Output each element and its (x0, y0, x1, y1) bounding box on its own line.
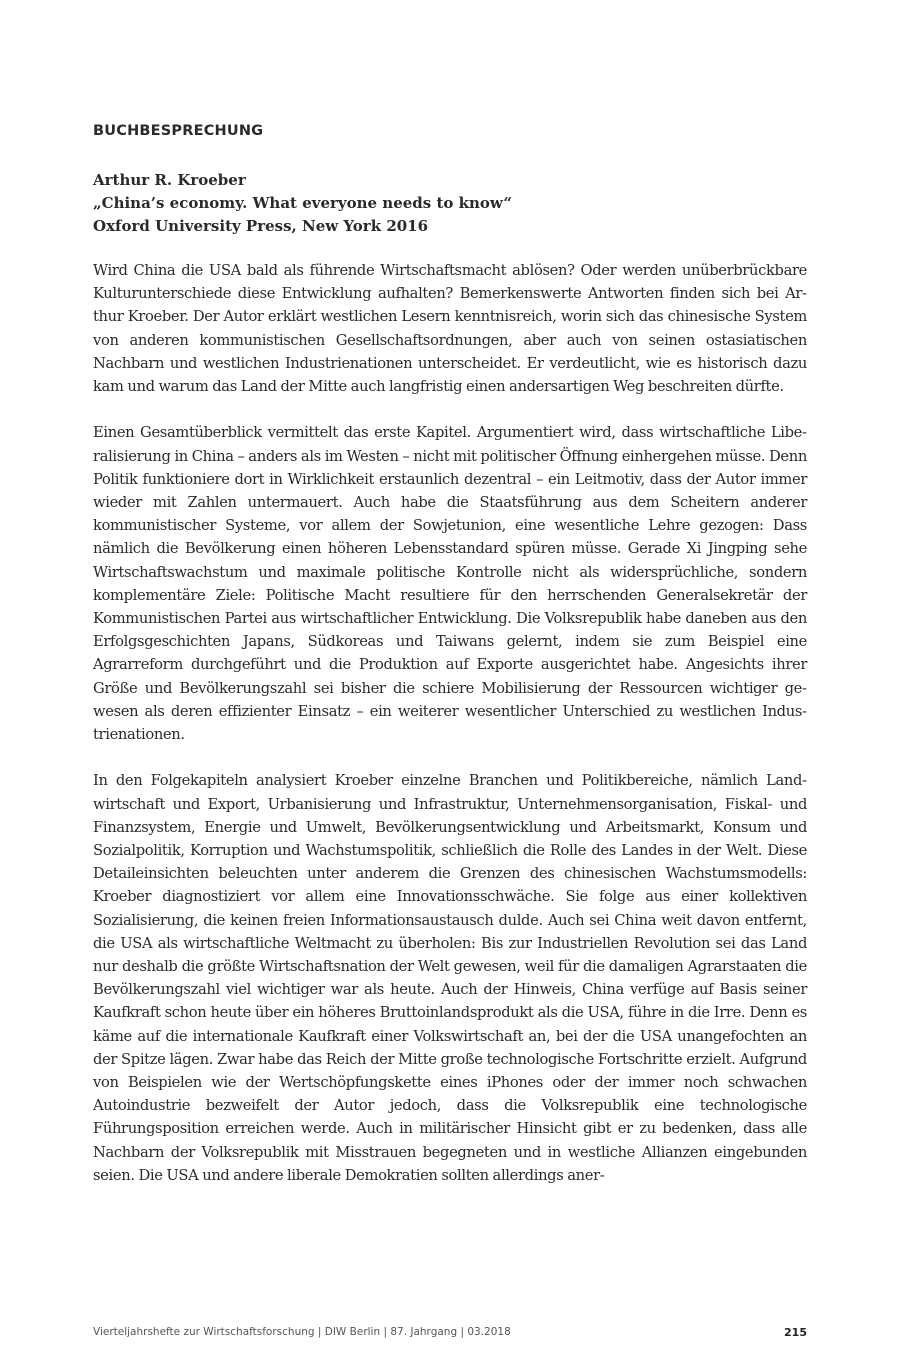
section-label: BUCHBESPRECHUNG (93, 123, 264, 139)
journal-citation: Vierteljahrshefte zur Wirtschaftsforschung | DIW Berlin | 87. Jahrgang | 03.2018 (93, 1326, 511, 1338)
book-publisher: Oxford University Press, New York 2016 (93, 217, 429, 235)
page-footer (93, 1326, 807, 1338)
book-header (93, 169, 512, 238)
review-paragraph: Einen Gesamtüberblick vermittelt das erste Kapitel. Argumentiert wird, dass wirtschaftliche Liberalisierung in China – anders als im Westen – nicht mit politischer Öffnung einhergehen müsse. Denn Politik funktioniere dort in Wirklichkeit erstaunlich dezentral – ein Leitmotiv, dass der Autor immer wieder mit Zahlen untermauert. Auch habe die Staatsführung aus dem Scheitern anderer kommunistischer Systeme, vor allem der Sowjetunion, eine wesentliche Lehre gezogen: Dass nämlich die Bevölkerung einen höheren Lebensstandard spüren müsse. Gerade Xi Jingping sehe Wirtschaftswachstum und maximale politische Kontrolle nicht als widersprüchliche, sondern komplementäre Ziele: Politische Macht resultiere für den herrschenden Generalsekretär der Kommunistischen Partei aus wirtschaftlicher Entwicklung. Die Volksrepublik habe daneben aus den Erfolgsgeschichten Japans, Südkoreas und Taiwans gelernt, indem sie zum Beispiel eine Agrarreform durchgeführt und die Produktion auf Exporte ausgerichtet habe. Angesichts ihrer Größe und Bevölkerungszahl sei bisher die schiere Mobilisierung der Ressourcen wichtiger gewesen als deren effizienter Einsatz – ein weiterer wesentlicher Unterschied zu westlichen Industrienationen. (93, 424, 807, 744)
review-body (93, 259, 807, 1210)
review-paragraph: In den Folgekapiteln analysiert Kroeber einzelne Branchen und Politikbereiche, nämlich Landwirtschaft und Export, Urbanisierung und Infrastruktur, Unternehmensorganisation, Fiskal- und Finanzsystem, Energie und Umwelt, Bevölkerungsentwicklung und Arbeitsmarkt, Konsum und Sozialpolitik, Korruption und Wachstumspolitik, schließlich die Rolle des Landes in der Welt. Diese Detaileinsichten beleuchten unter anderem die Grenzen des chinesischen Wachstumsmodells: Kroeber diagnostiziert vor allem eine Innovationsschwäche. Sie folge aus einer kollektiven Sozialisierung, die keinen freien Informationsaustausch dulde. Auch sei China weit davon entfernt, die USA als wirtschaftliche Weltmacht zu überholen: Bis zur Industriellen Revolution sei das Land nur deshalb die größte Wirtschaftsnation der Welt gewesen, weil für die damaligen Agrarstaaten die Bevölkerungszahl viel wichtiger war als heute. Auch der Hinweis, China verfüge auf Basis seiner Kaufkraft schon heute über ein höheres Bruttoinlandsprodukt als die USA, führe in die Irre. Denn es käme auf die internationale Kaufkraft einer Volkswirtschaft an, bei der die USA unangefochten an der Spitze lägen. Zwar habe das Reich der Mitte große technologische Fortschritte erzielt. Aufgrund von Beispielen wie der Wertschöpfungskette eines iPhones oder der immer noch schwachen Autoindustrie bezweifelt der Autor jedoch, dass die Volksrepublik eine technologische Führungsposition erreichen werde. Auch in militärischer Hinsicht gibt er zu bedenken, dass alle Nachbarn der Volksrepublik mit Misstrauen begegneten und in westliche Allianzen eingebunden seien. Die USA und andere liberale Demokratien sollten allerdings aner- (93, 772, 807, 1184)
review-paragraph: Wird China die USA bald als führende Wirtschaftsmacht ablösen? Oder werden unüberbrückbare Kulturunterschiede diese Entwicklung aufhalten? Bemerkenswerte Antworten finden sich bei Arthur Kroeber. Der Autor erklärt westlichen Lesern kenntnisreich, worin sich das chinesische System von anderen kommunistischen Gesellschaftsordnungen, aber auch von seinen ostasiatischen Nachbarn und westlichen Industrienationen unterscheidet. Er verdeutlicht, wie es historisch dazu kam und warum das Land der Mitte auch langfristig einen andersartigen Weg beschreiten dürfte. (93, 262, 807, 396)
page-number: 215 (784, 1326, 807, 1339)
book-title: „China’s economy. What everyone needs to know“ (93, 194, 513, 212)
book-author: Arthur R. Kroeber (93, 171, 246, 189)
